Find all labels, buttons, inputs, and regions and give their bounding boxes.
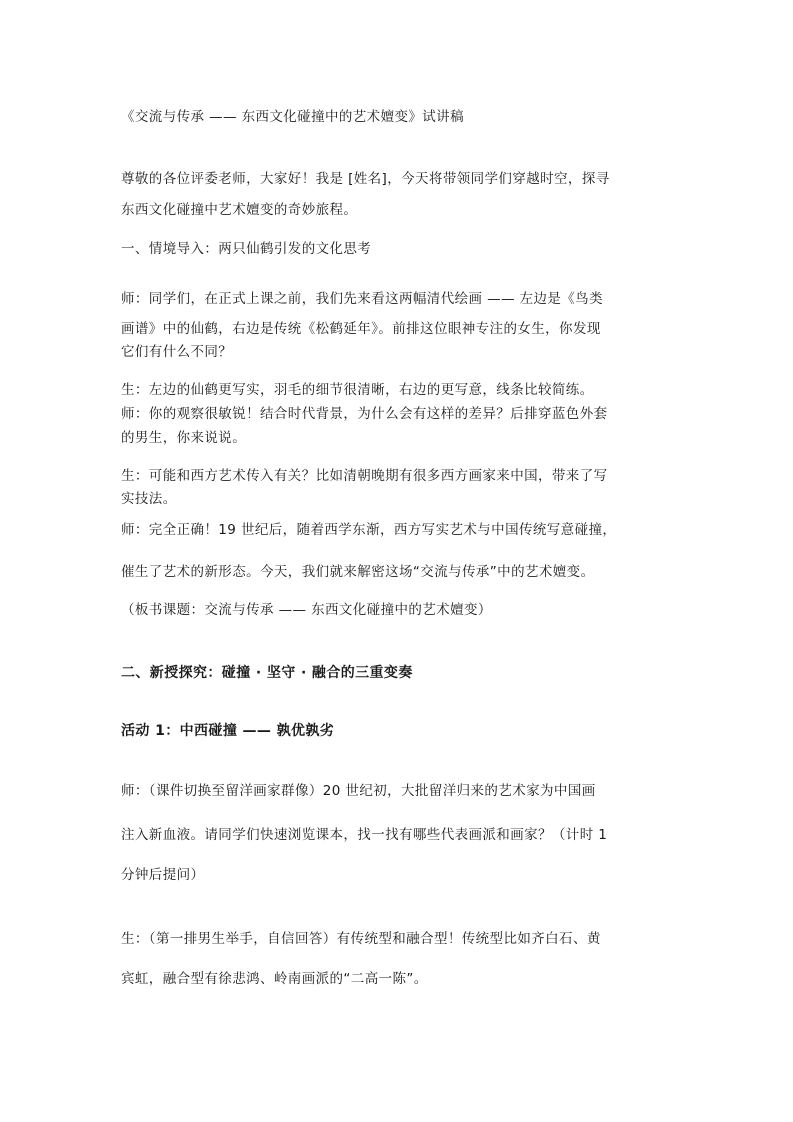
section2-heading: 二、新授探究：碰撞 · 坚守 · 融合的三重变奏 xyxy=(121,665,413,681)
activity1-title: 中西碰撞 —— 孰优孰劣 xyxy=(179,723,335,739)
section1-line-2: 画谱》中的仙鹤，右边是传统《松鹤延年》。前排这位眼神专注的女生，你发现 xyxy=(121,321,601,337)
section1-heading: 一、情境导入：两只仙鹤引发的文化思考 xyxy=(121,241,372,257)
section1-line-8: 实技法。 xyxy=(121,491,177,507)
section1-line-10: 催生了艺术的新形态。今天，我们就来解密这场“交流与传承”中的艺术嬗变。 xyxy=(121,564,595,580)
intro-line-1: 尊敬的各位评委老师，大家好！我是 [姓名]，今天将带领同学们穿越时空，探寻 xyxy=(121,171,610,187)
section1-line-6: 的男生，你来说说。 xyxy=(121,430,247,446)
section2-line-5: 宾虹，融合型有徐悲鸿、岭南画派的“二高一陈”。 xyxy=(121,971,428,987)
board-note: （板书课题：交流与传承 —— 东西文化碰撞中的艺术嬗变） xyxy=(121,602,492,618)
section1-line-9: 师：完全正确！19 世纪后，随着西学东渐，西方写实艺术与中国传统写意碰撞， xyxy=(121,522,617,538)
section1-line-5: 师：你的观察很敏锐！结合时代背景，为什么会有这样的差异？后排穿蓝色外套 xyxy=(121,406,608,422)
section2-line-4: 生：（第一排男生举手，自信回答）有传统型和融合型！传统型比如齐白石、黄 xyxy=(121,931,601,947)
activity1-heading xyxy=(121,722,681,740)
section2-line-2: 注入新血液。请同学们快速浏览课本，找一找有哪些代表画派和画家？（计时 1 xyxy=(121,827,608,843)
section1-line-4: 生：左边的仙鹤更写实，羽毛的细节很清晰，右边的更写意，线条比较简练。 xyxy=(121,382,594,398)
section2-line-3: 分钟后提问） xyxy=(121,867,205,883)
intro-line-2: 东西文化碰撞中艺术嬗变的奇妙旅程。 xyxy=(121,202,358,218)
section1-line-7: 生：可能和西方艺术传入有关？比如清朝晚期有很多西方画家来中国，带来了写 xyxy=(121,468,608,484)
section1-line-1: 师：同学们，在正式上课之前，我们先来看这两幅清代绘画 —— 左边是《鸟类 xyxy=(121,291,603,307)
activity1-label: 活动 1： xyxy=(121,723,180,739)
document-title: 《交流与传承 —— 东西文化碰撞中的艺术嬗变》试讲稿 xyxy=(121,109,464,125)
section1-line-3: 它们有什么不同？ xyxy=(121,344,233,360)
section2-line-1: 师：（课件切换至留洋画家群像）20 世纪初，大批留洋归来的艺术家为中国画 xyxy=(121,783,596,799)
